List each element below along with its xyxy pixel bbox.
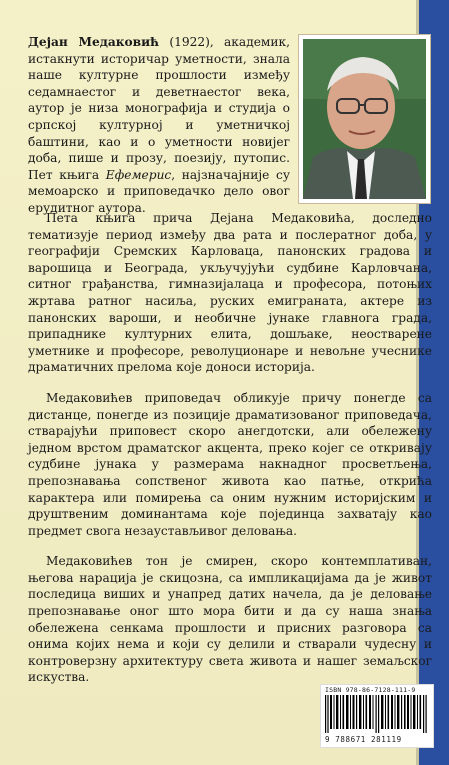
bio-text-2: , најзначајније су мемоарско и приповедачко дело овог ерудитног аутора. bbox=[28, 167, 290, 215]
isbn-label: ISBN 978-86-7128-111-9 bbox=[325, 686, 416, 694]
bio-text-1: (1922), академик, истакнути историчар уметности, знала наше културне прошлости између седамнаестог и деветнаестог века, аутор је низа монографија и студија о српској културној и уметничкој баштини, као и о уметности новијег доба, пише и прозу, поезију, путопис. Пет књига bbox=[28, 35, 290, 182]
barcode-digits: 9 788671 281119 bbox=[325, 735, 402, 744]
author-name: Дејан Медаковић bbox=[28, 35, 160, 49]
paragraph-2: Медаковићев приповедач обликује причу понегде са дистанце, понегде из позиције драматизованог приповедача, стварајући приповест скоро анегдотски, али обележену једном врстом драматског акцента, преко којег се откривају судбине јунака у размерама накнадног просветљења, препознавања сопственог живота као патње, открића карактера или помирења са оним нужним историјским и друштвеним доминантама које појединца захватају као предмет свога незаустављивог деловања. bbox=[28, 390, 432, 538]
author-bio bbox=[28, 34, 290, 217]
body-text bbox=[28, 210, 432, 700]
paragraph-1: Пета књига прича Дејана Медаковића, доследно тематизује период између два рата и послератног доба, у географији Сремских Карловаца, панонских градова и варошица и Београда, укључујући судбине Карловчана, ситног грађанства, гимназијалаца и професора, потоњих жртава ратног насиља, руских емиграната, актере из панонских вароши, и необичне јунаке главнога града, припаднике културних елита, дошљаке, неостварене уметнике и професоре, револуционаре и невољне учеснике драматичних прелома које доноси историја. bbox=[28, 211, 432, 375]
paragraph-3: Медаковићев тон је смирен, скоро контемплативан, његова нарација је скицозна, са импликацијама да је живот последица виших и унапред датих начела, да је деловање препознавање оног што мора бити и да су наша знања обележена сенкама прошлости и присних разговора са онима којих нема и који су делили и стварали чудесну и контроверзну архитектуру света живота и нашег земаљског искуства. bbox=[28, 554, 432, 685]
book-title: Ефемерис bbox=[105, 167, 172, 182]
barcode-bars bbox=[325, 695, 429, 733]
barcode bbox=[320, 684, 434, 748]
author-photo bbox=[298, 34, 431, 204]
